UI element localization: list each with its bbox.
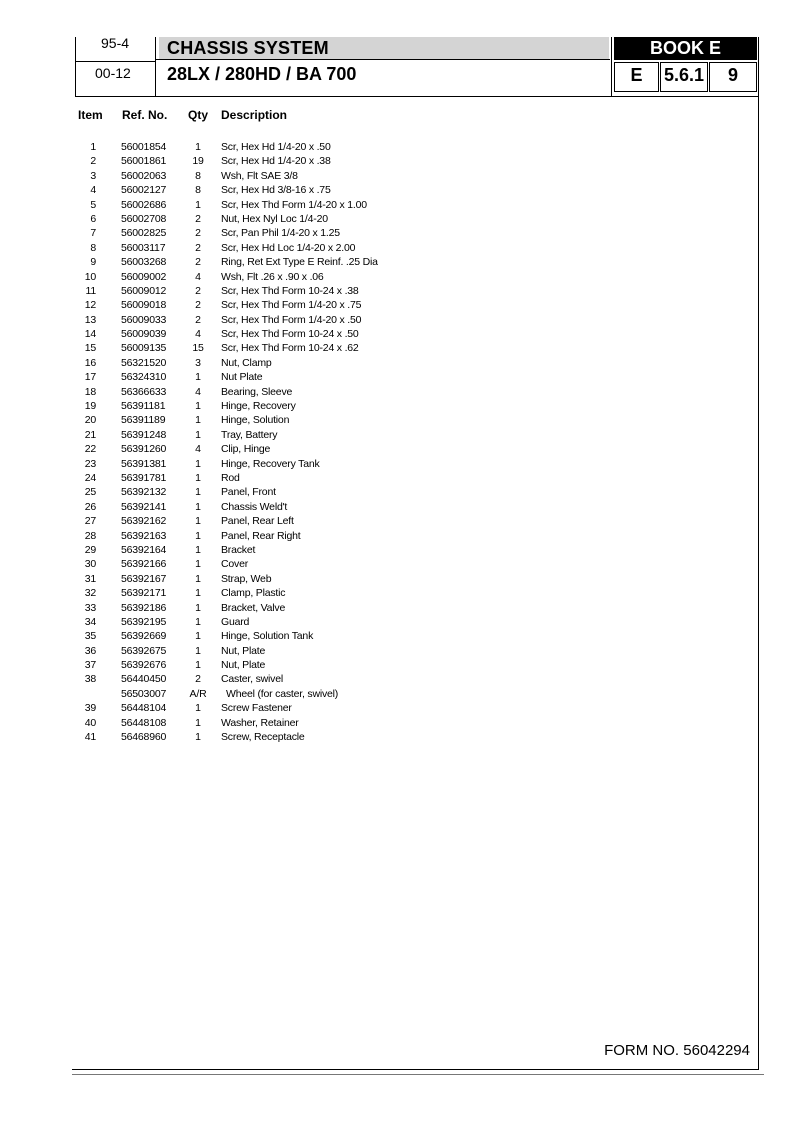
description: Scr, Hex Thd Form 1/4-20 x 1.00	[221, 198, 367, 211]
book-left-divider	[611, 37, 612, 97]
description: Guard	[221, 615, 250, 628]
form-number: FORM NO. 56042294	[604, 1042, 750, 1059]
description: Scr, Hex Hd 1/4-20 x .38	[221, 155, 331, 168]
item-number: 41	[84, 731, 96, 744]
ref-number: 56002127	[121, 184, 167, 197]
item-number: 10	[84, 270, 96, 283]
ref-number: 56503007	[121, 687, 167, 700]
ref-number: 56392669	[121, 630, 167, 643]
item-number: 5	[90, 198, 96, 211]
description: Panel, Rear Right	[221, 529, 301, 542]
quantity: 2	[195, 673, 201, 686]
quantity: 15	[192, 342, 204, 355]
item-number: 37	[84, 659, 96, 672]
quantity: 4	[195, 443, 201, 456]
index-section: E	[630, 65, 643, 85]
model-line: 28LX / 280HD / BA 700	[167, 64, 357, 84]
ref-number: 56392132	[121, 486, 167, 499]
ref-number: 56009012	[121, 284, 167, 297]
description: Nut, Hex Nyl Loc 1/4-20	[221, 212, 328, 225]
item-number: 18	[84, 385, 96, 398]
ref-number: 56391181	[121, 400, 166, 413]
item-number: 14	[84, 328, 96, 341]
ref-number: 56001854	[121, 141, 167, 153]
ref-number: 56391781	[121, 471, 167, 484]
description: Clamp, Plastic	[221, 587, 286, 600]
column-header-item: Item	[78, 108, 103, 122]
quantity: 4	[195, 385, 201, 398]
ref-number: 56392162	[121, 515, 167, 528]
quantity: 19	[192, 155, 204, 168]
ref-number: 56391260	[121, 443, 167, 456]
description: Cover	[221, 558, 249, 571]
description: Caster, swivel	[221, 673, 283, 686]
column-header-description: Description	[221, 108, 288, 122]
ref-number: 56002825	[121, 227, 167, 240]
ref-number: 56002708	[121, 212, 167, 225]
ref-number: 56003117	[121, 241, 166, 254]
ref-number: 56392171	[121, 587, 167, 600]
description: Bracket, Valve	[221, 601, 286, 614]
quantity: 1	[195, 702, 201, 715]
ref-number: 56392676	[121, 659, 167, 672]
item-number: 39	[84, 702, 96, 715]
quantity: 2	[195, 241, 201, 254]
ref-number: 56391381	[121, 457, 167, 470]
quantity: 1	[195, 141, 201, 153]
quantity: 2	[195, 299, 201, 312]
frame-right-line	[758, 37, 759, 1070]
column-header-qty: Qty	[188, 108, 209, 122]
description: Hinge, Recovery	[221, 400, 296, 413]
quantity: 1	[195, 529, 201, 542]
ref-number: 56392675	[121, 644, 167, 657]
quantity: 1	[195, 457, 201, 470]
ref-number: 56440450	[121, 673, 167, 686]
frame-left-line	[75, 37, 76, 97]
description: Scr, Hex Hd Loc 1/4-20 x 2.00	[221, 241, 356, 254]
ref-number: 56448104	[121, 702, 167, 715]
item-number: 20	[84, 414, 96, 427]
description: Scr, Hex Hd 3/8-16 x .75	[221, 184, 331, 197]
description: Strap, Web	[221, 572, 272, 585]
quantity: A/R	[189, 687, 207, 700]
quantity: 1	[195, 515, 201, 528]
description: Ring, Ret Ext Type E Reinf. .25 Dia	[221, 256, 378, 269]
quantity: 2	[195, 256, 201, 269]
header-left-divider	[155, 37, 156, 97]
item-number: 33	[84, 601, 96, 614]
description: Tray, Battery	[221, 428, 278, 441]
item-number: 40	[84, 716, 96, 729]
quantity: 1	[195, 400, 201, 413]
quantity: 1	[195, 716, 201, 729]
description: Bracket	[221, 543, 256, 556]
item-number: 2	[90, 155, 96, 168]
quantity: 8	[195, 184, 201, 197]
quantity: 2	[195, 284, 201, 297]
item-number: 23	[84, 457, 96, 470]
description: Washer, Retainer	[221, 716, 299, 729]
item-number: 16	[84, 356, 96, 369]
header-bottom-line	[75, 96, 759, 97]
ref-number: 56392166	[121, 558, 167, 571]
description: Hinge, Recovery Tank	[221, 457, 320, 470]
quantity: 1	[195, 630, 201, 643]
ref-number: 56009018	[121, 299, 167, 312]
item-number: 28	[84, 529, 96, 542]
description: Nut Plate	[221, 371, 263, 384]
quantity: 2	[195, 212, 201, 225]
item-number: 32	[84, 587, 96, 600]
ref-number: 56009033	[121, 313, 167, 326]
item-number: 25	[84, 486, 96, 499]
item-number: 31	[84, 572, 96, 585]
description: Bearing, Sleeve	[221, 385, 293, 398]
description: Wheel (for caster, swivel)	[226, 687, 339, 700]
quantity: 1	[195, 543, 201, 556]
description: Wsh, Flt .26 x .90 x .06	[221, 270, 324, 283]
quantity: 1	[195, 644, 201, 657]
ref-number: 56392186	[121, 601, 167, 614]
description: Scr, Hex Thd Form 1/4-20 x .75	[221, 299, 362, 312]
description: Scr, Hex Thd Form 1/4-20 x .50	[221, 313, 362, 326]
description: Rod	[221, 471, 240, 484]
footer-line	[72, 1069, 759, 1070]
quantity: 1	[195, 601, 201, 614]
quantity: 1	[195, 471, 201, 484]
item-number: 35	[84, 630, 96, 643]
item-number: 19	[84, 400, 96, 413]
ref-number: 56324310	[121, 371, 167, 384]
quantity: 1	[195, 572, 201, 585]
item-number: 22	[84, 443, 96, 456]
quantity: 8	[195, 169, 201, 182]
ref-number: 56002686	[121, 198, 167, 211]
description: Scr, Hex Thd Form 10-24 x .38	[221, 284, 359, 297]
description: Screw, Receptacle	[221, 731, 305, 744]
item-number: 26	[84, 500, 96, 513]
description: Panel, Front	[221, 486, 276, 499]
ref-number: 56391248	[121, 428, 167, 441]
ref-number: 56468960	[121, 731, 167, 744]
quantity: 1	[195, 414, 201, 427]
description: Scr, Hex Thd Form 10-24 x .50	[221, 328, 359, 341]
item-number: 1	[90, 141, 96, 153]
page-title: CHASSIS SYSTEM	[167, 38, 329, 58]
item-number: 4	[90, 184, 96, 197]
description: Screw Fastener	[221, 702, 292, 715]
page-number: 95-4	[101, 35, 130, 51]
description: Scr, Hex Hd 1/4-20 x .50	[221, 141, 331, 153]
ref-number: 56366633	[121, 385, 167, 398]
quantity: 3	[195, 356, 201, 369]
description: Chassis Weld't	[221, 500, 288, 513]
description: Scr, Pan Phil 1/4-20 x 1.25	[221, 227, 340, 240]
quantity: 2	[195, 313, 201, 326]
title-underline	[156, 59, 610, 60]
item-number: 8	[90, 241, 96, 254]
quantity: 1	[195, 500, 201, 513]
item-number: 7	[90, 227, 96, 240]
ref-number: 56002063	[121, 169, 167, 182]
ref-number: 56001861	[121, 155, 167, 168]
ref-number: 56392164	[121, 543, 167, 556]
quantity: 1	[195, 659, 201, 672]
quantity: 4	[195, 270, 201, 283]
quantity: 1	[195, 587, 201, 600]
ref-number: 56321520	[121, 356, 167, 369]
quantity: 1	[195, 486, 201, 499]
ref-number: 56392167	[121, 572, 167, 585]
ref-number: 56009039	[121, 328, 167, 341]
description: Panel, Rear Left	[221, 515, 294, 528]
ref-number: 56448108	[121, 716, 167, 729]
ref-number: 56009135	[121, 342, 167, 355]
ref-number: 56391189	[121, 414, 166, 427]
quantity: 1	[195, 558, 201, 571]
item-number: 21	[84, 428, 96, 441]
quantity: 2	[195, 227, 201, 240]
item-number: 6	[90, 212, 96, 225]
ref-number: 56392195	[121, 615, 167, 628]
quantity: 4	[195, 328, 201, 341]
description: Hinge, Solution Tank	[221, 630, 314, 643]
item-number: 38	[84, 673, 96, 686]
quantity: 1	[195, 198, 201, 211]
header-left-mid-line	[75, 61, 156, 62]
description: Nut, Plate	[221, 659, 266, 672]
ref-number: 56392141	[121, 500, 167, 513]
item-number: 24	[84, 471, 96, 484]
date-code: 00-12	[95, 65, 131, 81]
item-number: 9	[90, 256, 96, 269]
item-number: 27	[84, 515, 96, 528]
item-number: 15	[84, 342, 96, 355]
item-number: 34	[84, 615, 96, 628]
ref-number: 56392163	[121, 529, 167, 542]
footer-line-lower	[72, 1074, 764, 1075]
description: Clip, Hinge	[221, 443, 271, 456]
description: Scr, Hex Thd Form 10-24 x .62	[221, 342, 359, 355]
column-header-ref: Ref. No.	[122, 108, 168, 122]
item-number: 11	[85, 284, 96, 297]
item-number: 17	[84, 371, 96, 384]
item-number: 13	[84, 313, 96, 326]
item-number: 29	[84, 543, 96, 556]
ref-number: 56009002	[121, 270, 167, 283]
item-number: 12	[84, 299, 96, 312]
index-number: 5.6.1	[663, 65, 705, 85]
item-number: 30	[84, 558, 96, 571]
quantity: 1	[195, 731, 201, 744]
quantity: 1	[195, 428, 201, 441]
ref-number: 56003268	[121, 256, 167, 269]
description: Wsh, Flt SAE 3/8	[221, 169, 298, 182]
book-label: BOOK E	[649, 38, 721, 58]
item-number: 3	[90, 169, 96, 182]
index-page: 9	[727, 65, 738, 85]
description: Hinge, Solution	[221, 414, 290, 427]
item-number: 36	[84, 644, 96, 657]
description: Nut, Plate	[221, 644, 266, 657]
quantity: 1	[195, 371, 201, 384]
description: Nut, Clamp	[221, 356, 272, 369]
quantity: 1	[195, 615, 201, 628]
